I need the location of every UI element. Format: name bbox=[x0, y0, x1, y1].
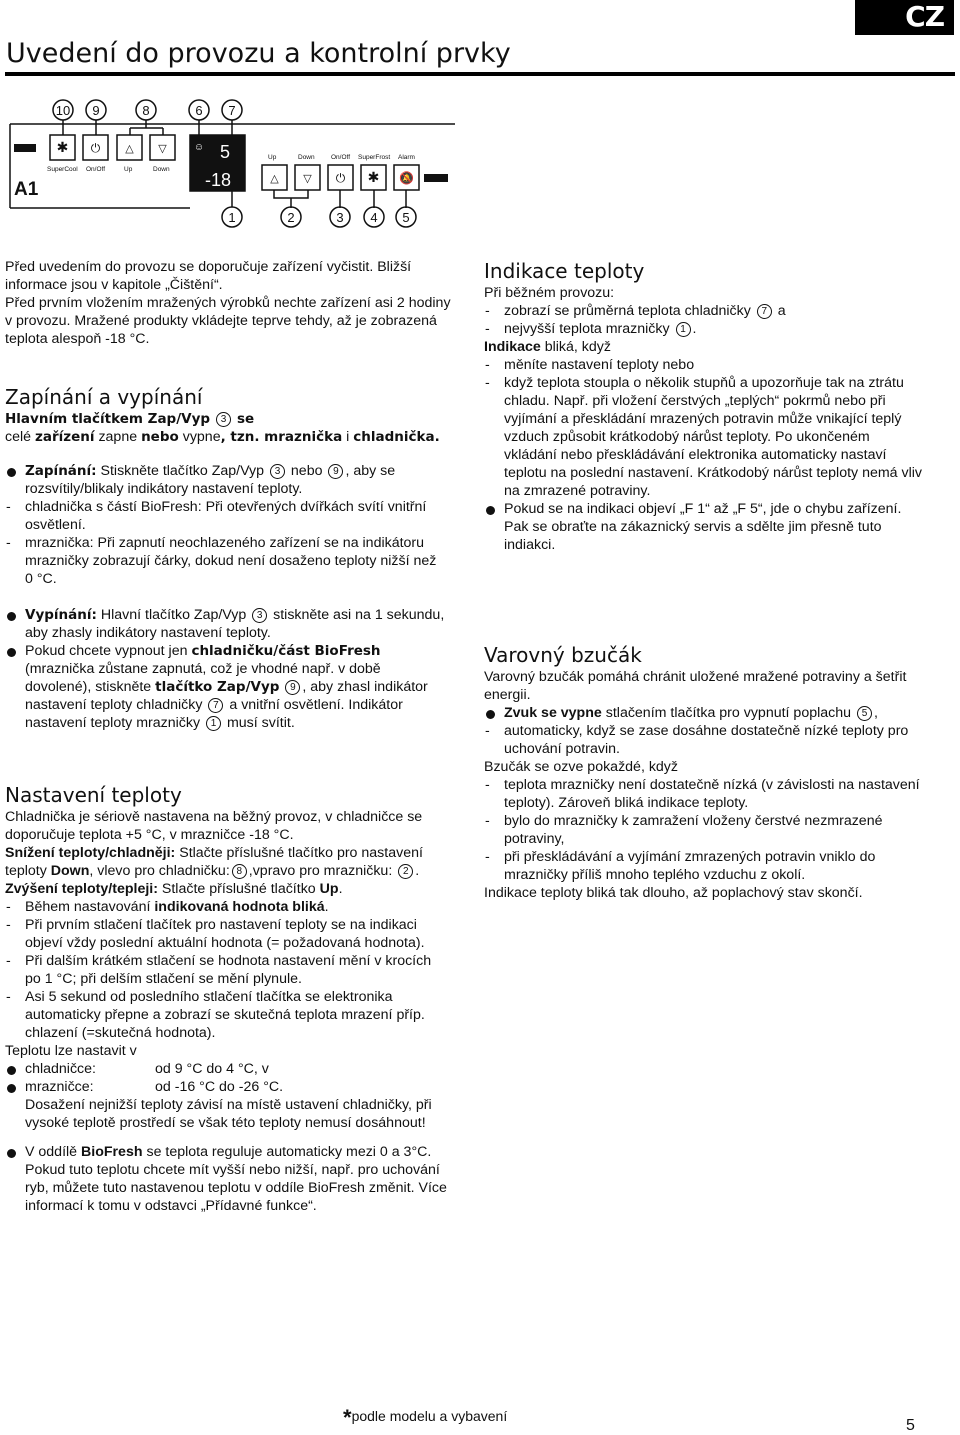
callout-label: 3 bbox=[336, 210, 344, 225]
down-arrow-icon: ▽ bbox=[158, 143, 167, 155]
page-title: Uvedení do provozu a kontrolní prvky bbox=[6, 38, 511, 69]
supercool-icon: ✱ bbox=[56, 139, 69, 155]
intro-text: Před uvedením do provozu se doporučuje zařízení vyčistit. Bližší informace jsou v kapitole „Čištění“. Před prvním vložením mražených výrobků nechte zařízení asi 2 hodiny v provozu. Mražené produkty vkládejte teprve tehdy, až je zobrazená teplota alespoň -18 °C. bbox=[5, 259, 451, 347]
callout-label: 7 bbox=[228, 103, 236, 118]
section-heading: Varovný bzučák bbox=[484, 643, 642, 667]
power-icon: ⏻ bbox=[90, 141, 101, 155]
battery-icon bbox=[14, 144, 36, 152]
button-label: On/Off bbox=[331, 154, 351, 161]
button-label: SuperCool bbox=[47, 166, 78, 173]
section-temperature-display: Indikace teploty Při běžném provozu: - zobrazí se průměrná teplota chladničky 7 a - nejvyšší teplota mrazničky 1 . Indikace bliká, když - měníte nastavení teploty nebo - když teplota stoupla o několik stupňů a upozorňuje tak na ztrátu chladu. Např. při vložení čerstvých „teplých“ pokrmů nebo při vyjímání a přeskládání mrazených potravin může vnikající teplý vzduch způsobit krátkodobý nárůst teploty. Po ukončeném vkládání nebo přeskládávání elektronika automaticky nastaví teplotu na poslední nastavení. Krátkodobý nárůst teploty nemá vliv na zmrazené potraviny. Pokud se na indikaci objeví „F 1“ až „F 5“, jde o chybu zařízení. Pak se obraťte na zákaznický servis a sdělte jim přesně tuto indiakci. bbox=[484, 258, 954, 554]
up-arrow-icon: △ bbox=[270, 173, 279, 185]
callout-label: 2 bbox=[287, 210, 295, 225]
button-label: Up bbox=[124, 166, 133, 173]
page-number: 5 bbox=[906, 1417, 915, 1434]
section-heading: Zapínání a vypínání bbox=[5, 385, 203, 409]
callout-label: 5 bbox=[402, 210, 410, 225]
section-heading: Nastavení teploty bbox=[5, 783, 182, 807]
footnote: *podle modelu a vybavení bbox=[343, 1405, 508, 1430]
callout-label: 6 bbox=[195, 103, 203, 118]
title-rule bbox=[5, 72, 955, 76]
button-label: On/Off bbox=[86, 166, 106, 173]
down-arrow-icon: ▽ bbox=[303, 173, 312, 185]
superfrost-icon: ✱ bbox=[367, 169, 380, 185]
button-label: Down bbox=[298, 154, 315, 161]
section-biofresh: V oddílě BioFresh se teplota reguluje automaticky mezi 0 a 3°C. Pokud tuto teplotu chcete mít vyšší nebo nižší, např. pro uchování ryb, můžete tuto nastavenou teplotu v oddíle BioFresh změnit. Více informací k tomu v odstavci „Přídavné funkce“. bbox=[5, 1143, 470, 1215]
power-icon: ⏻ bbox=[335, 171, 346, 185]
alarm-off-icon: 🔕 bbox=[399, 171, 414, 185]
smiley-icon: ☺ bbox=[193, 142, 205, 153]
button-label: Alarm bbox=[398, 154, 415, 161]
section-heading: Indikace teploty bbox=[484, 259, 645, 283]
up-arrow-icon: △ bbox=[125, 143, 134, 155]
callout-label: 9 bbox=[92, 103, 100, 118]
figure-label: A1 bbox=[14, 179, 39, 200]
battery-icon bbox=[424, 174, 448, 182]
control-panel-diagram bbox=[0, 90, 470, 235]
callout-label: 4 bbox=[370, 210, 378, 225]
button-label: Down bbox=[153, 166, 170, 173]
freezer-display: -18 bbox=[204, 170, 232, 190]
language-badge: CZ bbox=[855, 0, 954, 35]
fridge-display: 5 bbox=[219, 142, 231, 162]
section-temperature-setting: Nastavení teploty Chladnička je sériově nastavena na běžný provoz, v chladničce se doporučuje teplota +5 °C, v mrazničce -18 °C. Snížení teploty/chladněji: Stlačte příslušné tlačítko pro nastavení teploty Down, vlevo pro chladničku: 8 ,vpravo pro mrazničku: 2 . Zvýšení teploty/tepleji: Stlačte příslušné tlačítko Up. - Během nastavování indikovaná hodnota bliká. - Při prvním stlačení tlačítek pro nastavení teploty se na indikaci objeví vždy poslední aktuální hodnota (= požadovaná hodnota). - Při dalším krátkém stlačení se hodnota nastavení mění v krocích po 1 °C; při delším stlačení se mění plynule. - Asi 5 sekund od posledního stlačení tlačítka se elektronika automaticky přepne a zobrazí se skutečná teplota mrazení příp. chlazení (=skutečná hodnota). Teplotu lze nastavit v chladničce: od 9 °C do 4 °C, v mrazničce: od -16 °C do -26 °C. Dosažení nejnižší teploty závisí na místě ustavení chladničky, při vysoké teplotě prostředí se však této teploty nemusí dosáhnout! bbox=[5, 782, 470, 1132]
section-on-off: Zapínání a vypínání Hlavním tlačítkem Zap/Vyp 3 se celé zařízení zapne nebo vypne, tzn. mraznička i chladnička. Zapínání: Stiskněte tlačítko Zap/Vyp 3 nebo 9 , aby se rozsvítily/blikaly indikátory nastavení teploty. - chladnička s částí BioFresh: Při otevřených dvířkách svítí vnitřní osvětlení. - mraznička: Při zapnutí neochlazeného zařízení se na indikátoru mrazničky zobrazují čárky, dokud není dosaženo teploty nižší než 0 °C. Vypínání: Hlavní tlačítko Zap/Vyp 3 stiskněte asi na 1 sekundu, aby zhasly indikátory nastavení teploty. Pokud chcete vypnout jen chladničku/část BioFresh (mraznička zůstane zapnutá, což je vhodné např. v době dovolené), stiskněte tlačítko Zap/Vyp 9 , aby zhasl indikátor nastavení teploty chladničky 7 a vnitřní osvětlení. Indikátor nastavení teploty mrazničky 1 musí svítit. bbox=[5, 384, 470, 732]
button-label: SuperFrost bbox=[358, 154, 391, 161]
callout-label: 10 bbox=[55, 103, 71, 118]
button-label: Up bbox=[268, 154, 277, 161]
callout-label: 8 bbox=[142, 103, 150, 118]
callout-label: 1 bbox=[228, 210, 236, 225]
section-alarm: Varovný bzučák Varovný bzučák pomáhá chránit uložené mražené potraviny a šetřit energii. Zvuk se vypne stlačením tlačítka pro vypnutí poplachu 5 , - automaticky, když se zase dosáhne dostatečně nízké teploty pro uchování potravin. Bzučák se ozve pokaždé, když - teplota mrazničky není dostatečně nízká (v závislosti na nastavení teploty). Zároveň bliká indikace teploty. - bylo do mrazničky k zamražení vloženy čerstvé nezmrazené potraviny, - při přeskládávání a vyjímání zmrazených potravin vniklo do mrazničky příliš mnoho teplého vzduchu z okolí. Indikace teploty bliká tak dlouho, až poplachový stav skončí. bbox=[484, 642, 954, 902]
